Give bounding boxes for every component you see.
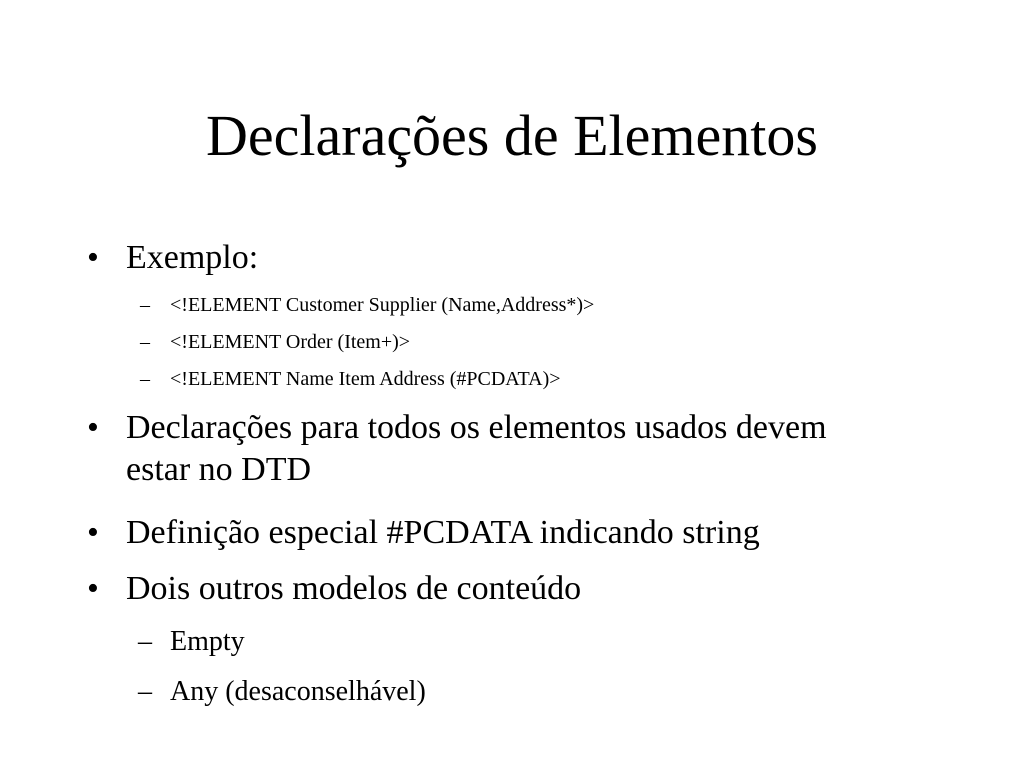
bullet-text: Declarações para todos os elementos usados devem estar no DTD: [126, 409, 827, 488]
bullet-icon: •: [87, 514, 99, 551]
bullet-text: Dois outros modelos de conteúdo: [126, 570, 582, 607]
bullet-icon: •: [87, 409, 99, 446]
dash-icon: –: [140, 368, 150, 390]
subitem-text: <!ELEMENT Order (Item+)>: [170, 331, 411, 353]
subitem-text: Empty: [170, 626, 245, 657]
dash-icon: –: [140, 294, 150, 316]
subitem-text: <!ELEMENT Customer Supplier (Name,Address*)>: [170, 294, 595, 316]
dash-icon: –: [140, 331, 150, 353]
bullet-text: Definição especial #PCDATA indicando string: [126, 514, 760, 551]
subitem-text: Any (desaconselhável): [170, 676, 426, 707]
dash-icon: –: [138, 676, 152, 707]
bullet-icon: •: [87, 239, 99, 276]
bullet-icon: •: [87, 570, 99, 607]
dash-icon: –: [138, 626, 152, 657]
slide-title: Declarações de Elementos: [206, 103, 818, 168]
bullet-text: Exemplo:: [126, 239, 259, 276]
subitem-text: <!ELEMENT Name Item Address (#PCDATA)>: [170, 368, 561, 390]
